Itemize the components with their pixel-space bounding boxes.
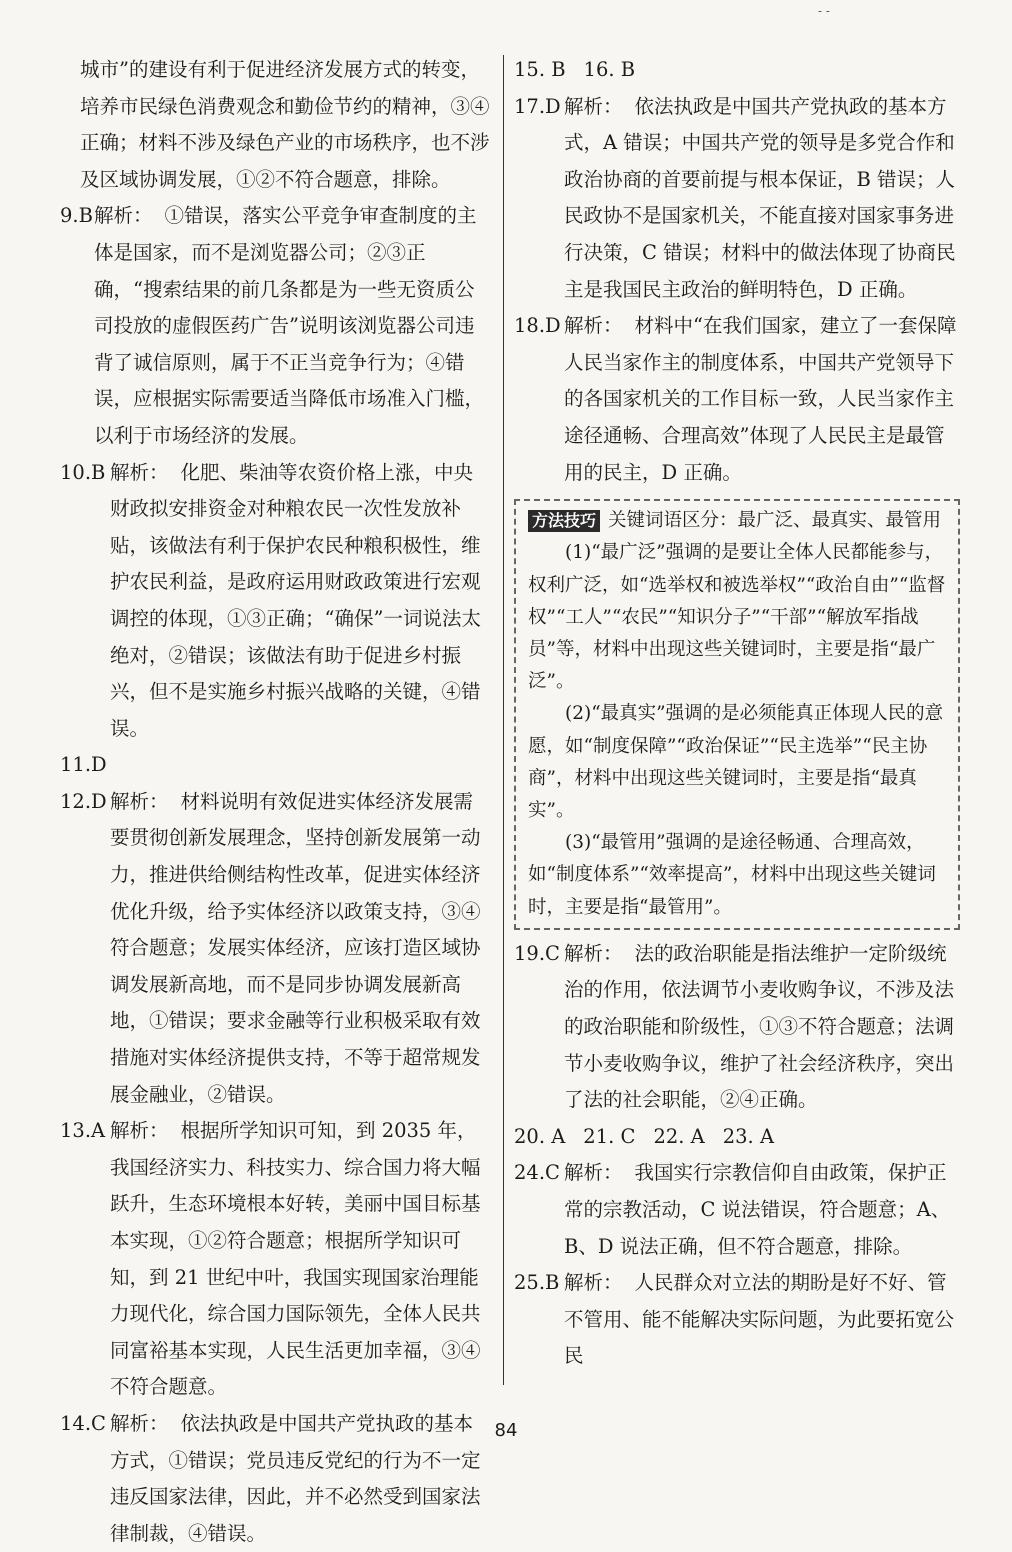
- tip-paragraph-3: (3)“最管用”强调的是途径畅通、合理高效，如“制度体系”“效率提高”，材料中出现这些关键词时，主要是指“最管用”。: [528, 832, 936, 918]
- analysis-text: 法的政治职能是指法维护一定阶级统治的作用，依法调节小麦收购争议，不涉及法的政治职能和阶级性，①③不符合题意；法调节小麦收购争议，维护了社会经济秩序，突出了法的社会职能，②④正确。: [564, 941, 955, 1112]
- answer-number: 13.A: [60, 1119, 106, 1143]
- method-tip-box: [514, 499, 960, 930]
- answer-number: 17.D: [514, 94, 561, 118]
- page-number: 84: [494, 1420, 518, 1441]
- answer-number: 18.D: [514, 314, 561, 338]
- top-mark: - -: [818, 4, 830, 18]
- analysis-text: 化肥、柴油等农资价格上涨，中央财政拟安排资金对种粮农民一次性发放补贴，该做法有利于保护农民种粮积极性，维护农民利益，是政府运用财政政策进行宏观调控的体现，①③正确；“确保”一词说法太绝对，②错误；该做法有助于促进乡村振兴，但不是实施乡村振兴战略的关键，④错误。: [110, 460, 481, 740]
- right-column: [514, 52, 960, 1375]
- answer-number: 19.C: [514, 941, 560, 965]
- answer-number: 11.D: [60, 753, 107, 777]
- analysis-label: 解析：: [564, 1161, 623, 1185]
- answer-number: 12.D: [60, 789, 107, 813]
- analysis-text: 材料说明有效促进实体经济发展需要贯彻创新发展理念，坚持创新发展第一动力，推进供给侧结构性改革，促进实体经济优化升级，给予实体经济以政策支持，③④符合题意；发展实体经济，应该打造区域协调发展新高地，而不是同步协调发展新高地，①错误；要求金融等行业积极采取有效措施对实体经济提供支持，不等于超常规发展金融业，②错误。: [110, 789, 481, 1106]
- analysis-text: 我国实行宗教信仰自由政策，保护正常的宗教活动，C 说法错误，符合题意；A、B、D 说法正确，但不符合题意，排除。: [564, 1161, 951, 1258]
- column-divider: [503, 55, 504, 1385]
- answer-19: [514, 936, 960, 1119]
- answer-number: 10.B: [60, 460, 106, 484]
- analysis-text: 材料中“在我们国家，建立了一套保障人民当家作主的制度体系，中国共产党领导下的各国家机关的工作目标一致，人民当家作主途径通畅、合理高效”体现了人民民主是最管用的民主，D 正确。: [564, 314, 957, 484]
- answer-17: [514, 89, 960, 309]
- analysis-text: ①错误，落实公平竞争审查制度的主体是国家，而不是浏览器公司；②③正确，“搜索结果的前几条都是为一些无资质公司投放的虚假医药广告”说明该浏览器公司违背了诚信原则，属于不正当竞争行为；④错误，应根据实际需要适当降低市场准入门槛，以利于市场经济的发展。: [94, 204, 485, 447]
- tip-title-badge: 方法技巧: [528, 510, 600, 532]
- analysis-text: 依法执政是中国共产党执政的基本方式，A 错误；中国共产党的领导是多党合作和政治协商的首要前提与根本保证，B 错误；人民政协不是国家机关，不能直接对国家事务进行决策，C 错误；材料中的做法体现了协商民主是我国民主政治的鲜明特色，D 正确。: [564, 94, 956, 301]
- answer-number: 14.C: [60, 1411, 106, 1435]
- answer-24: [514, 1155, 960, 1265]
- analysis-text: 依法执政是中国共产党执政的基本方式，①错误；党员违反党纪的行为不一定违反国家法律，因此，并不必然受到国家法律制裁，④错误。: [110, 1411, 481, 1545]
- tip-paragraph-2: (2)“最真实”强调的是必须能真正体现人民的意愿，如“制度保障”“政治保证”“民主选举”“民主协商”，材料中出现这些关键词时，主要是指“最真实”。: [528, 703, 944, 821]
- analysis-label: 解析：: [564, 314, 623, 338]
- left-column: [60, 52, 492, 1552]
- answer-number: 24.C: [514, 1161, 560, 1185]
- analysis-label: 解析：: [110, 460, 169, 484]
- answers-20-23: 20. A 21. C 22. A 23. A: [514, 1124, 775, 1148]
- analysis-label: 解析：: [110, 1119, 169, 1143]
- answers-15-16: 15. B 16. B: [514, 58, 636, 81]
- answer-18: [514, 308, 960, 491]
- analysis-label: 解析：: [110, 789, 169, 813]
- answer-8-continuation: 城市”的建设有利于促进经济发展方式的转变，培养市民绿色消费观念和勤俭节约的精神，③④正确；材料不涉及绿色产业的市场秩序，也不涉及区域协调发展，①②不符合题意，排除。: [80, 58, 490, 191]
- answer-12: [60, 784, 492, 1113]
- answer-11: [60, 747, 492, 784]
- analysis-text: 根据所学知识可知，到 2035 年，我国经济实力、科技实力、综合国力将大幅跃升，生态环境根本好转，美丽中国目标基本实现，①②符合题意；根据所学知识可知，到 21 世纪中叶，我国实现国家治理能力现代化，综合国力国际领先，全体人民共同富裕基本实现，人民生活更加幸福，③④不符合题意。: [110, 1119, 481, 1399]
- answer-13: [60, 1113, 492, 1406]
- tip-heading-row: [528, 505, 948, 537]
- analysis-label: 解析：: [94, 204, 153, 228]
- analysis-label: 解析：: [110, 1411, 169, 1435]
- answer-10: [60, 455, 492, 748]
- answer-number: 25.B: [514, 1271, 560, 1295]
- analysis-label: 解析：: [564, 1271, 623, 1295]
- answer-25: [514, 1265, 960, 1375]
- analysis-text: 人民群众对立法的期盼是好不好、管不管用、能不能解决实际问题，为此要拓宽公民: [564, 1271, 955, 1368]
- analysis-label: 解析：: [564, 941, 623, 965]
- analysis-label: 解析：: [564, 94, 623, 118]
- tip-paragraph-1: (1)“最广泛”强调的是要让全体人民都能参与，权利广泛，如“选举权和被选举权”“政治自由”“监督权”“工人”“农民”“知识分子”“干部”“解放军指战员”等，材料中出现这些关键词时，主要是指“最广泛”。: [528, 542, 946, 693]
- answer-9: [60, 198, 492, 454]
- answer-number: 9.B: [60, 204, 93, 228]
- tip-heading: 关键词语区分：最广泛、最真实、最管用: [608, 510, 942, 532]
